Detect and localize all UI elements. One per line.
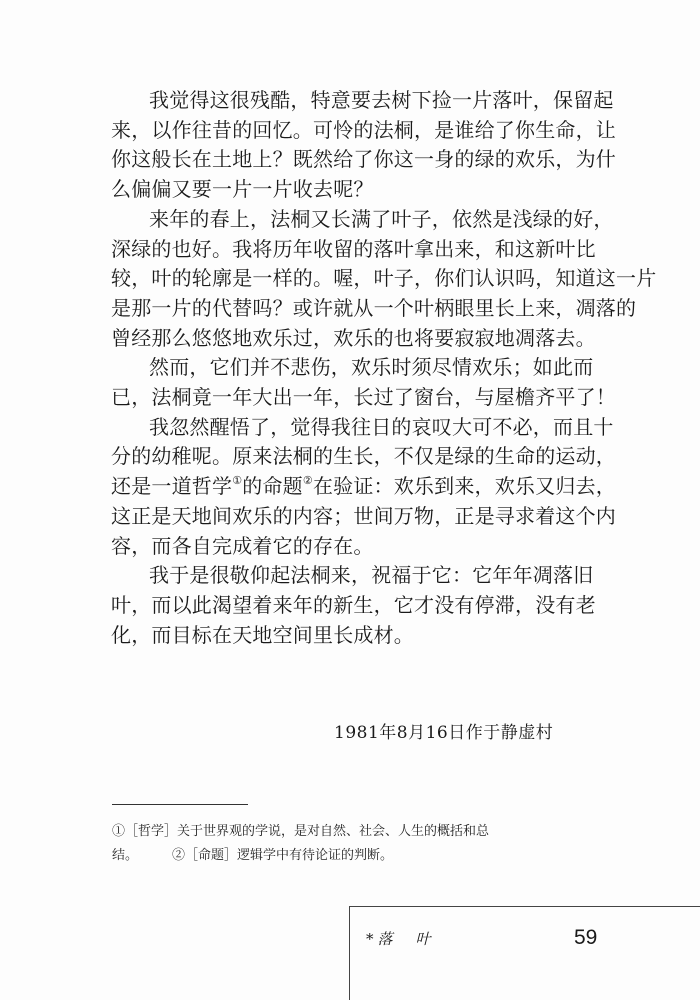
text-line: 是那一片的代替吗？或许就从一个叶柄眼里长上来，凋落的 xyxy=(111,295,637,320)
paragraph-5 xyxy=(111,561,596,650)
text-line: 我于是很敬仰起法桐来，祝福于它：它年年凋落旧 xyxy=(149,563,594,588)
text-line: 然而，它们并不悲伤，欢乐时须尽情欢乐；如此而 xyxy=(149,355,594,380)
text-line: 容，而各自完成着它的存在。 xyxy=(111,533,374,558)
running-head-title: *落 叶 xyxy=(366,930,435,948)
text-line-with-footnote-refs xyxy=(111,472,616,502)
footer-vertical-rule xyxy=(349,906,350,1000)
page-number: 59 xyxy=(574,926,598,949)
text-line: 化，而目标在天地空间里长成材。 xyxy=(111,622,414,647)
text-line: 么偏偏又要一片一片收去呢？ xyxy=(111,177,374,202)
footnotes xyxy=(112,820,590,868)
text-line: 我忽然醒悟了，觉得我往日的哀叹大可不必，而且十 xyxy=(149,414,614,439)
text-line: 曾经那么悠悠地欢乐过，欢乐的也将要寂寂地凋落去。 xyxy=(111,325,596,350)
paragraph-1 xyxy=(111,86,616,205)
date-signature: 1981年8月16日作于静虚村 xyxy=(334,723,554,743)
text-fragment: 在验证：欢乐到来，欢乐又归去， xyxy=(312,474,616,499)
footnote-2: ②［命题］逻辑学中有待论证的判断。 xyxy=(172,848,394,863)
paragraph-2 xyxy=(111,205,657,354)
text-line: 你这般长在土地上？既然给了你这一身的绿的欢乐，为什 xyxy=(111,147,616,172)
footnote-divider xyxy=(112,804,248,805)
text-line: 较，叶的轮廓是一样的。喔，叶子，你们认识吗，知道这一片 xyxy=(111,266,657,291)
footnote-line-2 xyxy=(112,844,590,868)
text-line: 来，以作往昔的回忆。可怜的法桐，是谁给了你生命，让 xyxy=(111,117,616,142)
paragraph-3 xyxy=(111,353,616,412)
text-line: 深绿的也好。我将历年收留的落叶拿出来，和这新叶比 xyxy=(111,236,596,261)
text-line: 我觉得这很残酷，特意要去树下捡一片落叶，保留起 xyxy=(149,88,614,112)
footnote-1-continuation: 结。 xyxy=(112,848,139,863)
text-fragment: 的命题 xyxy=(242,474,303,499)
text-fragment: 还是一道哲学 xyxy=(111,474,233,499)
text-line: 叶，而以此渴望着来年的新生，它才没有停滞，没有老 xyxy=(111,592,596,617)
text-line: 这正是天地间欢乐的内容；世间万物，正是寻求着这个内 xyxy=(111,503,616,528)
paragraph-4 xyxy=(111,413,616,562)
text-line: 来年的春上，法桐又长满了叶子，依然是浅绿的好， xyxy=(149,206,614,231)
text-line: 已，法桐竟一年大出一年，长过了窗台，与屋檐齐平了！ xyxy=(111,385,616,410)
text-line: 分的幼稚呢。原来法桐的生长，不仅是绿的生命的运动， xyxy=(111,444,616,469)
footer-horizontal-rule xyxy=(349,906,700,907)
essay-body xyxy=(111,86,657,650)
footnote-ref-2[interactable]: ② xyxy=(302,474,313,488)
footnote-ref-1[interactable]: ① xyxy=(232,474,243,488)
footnote-1: ①［哲学］关于世界观的学说，是对自然、社会、人生的概括和总 xyxy=(112,824,490,839)
